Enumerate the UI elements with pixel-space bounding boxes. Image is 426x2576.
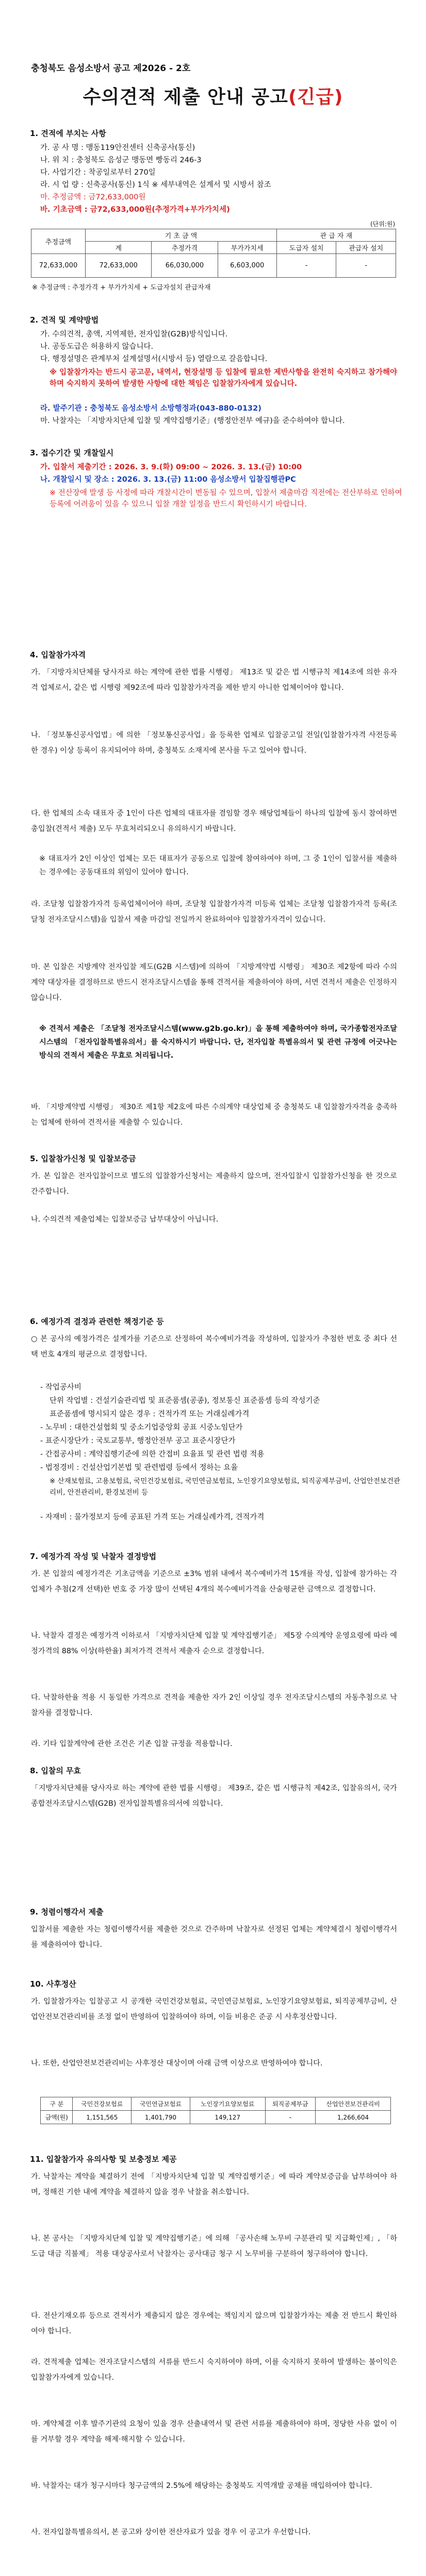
section-1-heading: 1. 견적에 부치는 사항: [30, 129, 106, 138]
s6-line: - 표준시장단가 : 국토교통부, 행정안전부 공고 표준시장단가: [40, 1437, 236, 1445]
section-4-heading: 4. 입찰참가자격: [30, 650, 86, 659]
s1-note: ※ 추정금액 : 추정가격 + 부가가치세 + 도급자설치 관급자재: [32, 284, 211, 292]
title-urgent: (긴급): [288, 87, 343, 108]
s4-paragraph: 다. 한 업체의 소속 대표자 중 1인이 다른 업체의 대표자를 겸임할 경우 해당업체들이 하나의 입찰에 동시 참여하면 총입찰(견적서 제출) 모두 무효처리되오니 유의하시기 바랍니다.: [31, 809, 397, 833]
s11-item: 사. 전자입찰특별유의서, 본 공고와 상이한 전산자료가 있을 경우 이 공고가 우선합니다.: [31, 2528, 311, 2536]
table-header: 도급자 설치: [276, 242, 336, 254]
table-header: 국민연금보험료: [132, 2097, 190, 2111]
section-8-heading: 8. 입찰의 무효: [30, 1766, 81, 1775]
s11-item: 라. 견적제출 업체는 전자조달시스템의 서류를 반드시 숙지하여야 하며, 이를 숙지하지 못하여 발생하는 불이익은 입찰참가자에게 있습니다.: [31, 2358, 397, 2382]
table-header: 계: [86, 242, 152, 254]
s1-item: 라. 시 업 량 : 신축공사(통신) 1식 ※ 세부내역은 설계서 및 시방서 참조: [40, 181, 271, 189]
s11-item: 나. 본 공사는 「지방자치단체 입찰 및 계약집행기준」에 의해 「공사손해 노무비 구분관리 및 지급확인제」, 「하도급 대금 직불제」 적용 대상공사로서 낙찰자는 공사대금 청구 시 노무비를 구분하여 청구하여야 합니다.: [31, 2234, 397, 2258]
s1-estimated-amount: 마. 추정금액 : 금72,633,000원: [40, 193, 146, 201]
s1-base-amount: 바. 기초금액 : 금72,633,000원(추정가격+부가가치세): [40, 206, 230, 214]
s1-item: 다. 사업기간 : 착공일로부터 270일: [40, 168, 156, 177]
s11-item: 가. 낙찰자는 계약을 체결하기 전에 「지방자치단체 입찰 및 계약집행기준」에 따라 계약보증금을 납부하여야 하며, 정해진 기한 내에 계약을 체결하지 않을 경우 낙찰을 취소합니다.: [31, 2173, 397, 2196]
s7-paragraph: 라. 기타 입찰계약에 관한 조건은 기존 입찰 규정을 적용합니다.: [31, 1740, 233, 1748]
table-header: 기 초 금 액: [86, 229, 277, 242]
s5-paragraph: 가. 본 입찰은 전자입찰이므로 별도의 입찰참가신청서는 제출하지 않으며, 전자입찰시 입찰참가신청을 한 것으로 간주합니다.: [31, 1172, 397, 1196]
s7-paragraph: 다. 낙찰하한율 적용 시 동일한 가격으로 견적을 제출한 자가 2인 이상일 경우 전자조달시스템의 자동추첨으로 낙찰자를 결정합니다.: [31, 1693, 397, 1717]
s10-paragraph: 가. 입찰참가자는 입찰공고 시 공개한 국민건강보험료, 국민연금보험료, 노인장기요양보험료, 퇴직공제부금비, 산업안전보건관리비를 조정 없이 반영하여 입찰하여야 하며, 이들 비용은 준공 시 사후정산합니다.: [31, 1997, 397, 2021]
s2-item: 마. 낙찰자는 「지방자치단체 입찰 및 계약집행기준」(행정안전부 예규)을 준수하여야 합니다.: [40, 417, 345, 425]
table-header: 산업안전보건관리비: [316, 2097, 391, 2111]
s6-line: - 간접공사비 : 계약집행기준에 의한 간접비 요율표 및 관련 법령 적용: [40, 1450, 265, 1459]
s6-paragraph: ○ 본 공사의 예정가격은 설계가를 기준으로 산정하여 복수예비가격을 작성하며, 입찰자가 추첨한 번호 중 최다 선택 번호 4개의 평균으로 결정합니다.: [31, 1335, 397, 1359]
post-settlement-table: [40, 2097, 391, 2124]
section-5-heading: 5. 입찰참가신청 및 입찰보증금: [30, 1154, 136, 1163]
table-header: 퇴직공제부금: [265, 2097, 316, 2111]
s2-ordering-agency: 라. 발주기관 : 충청북도 음성소방서 소방행정과(043-880-0132): [40, 404, 261, 413]
s1-item: 가. 공 사 명 : 맹동119안전센터 신축공사(통신): [40, 144, 195, 152]
table-cell: 1,401,790: [132, 2111, 190, 2124]
table-header: 추정가격: [152, 242, 218, 254]
s4-paragraph: 가. 「지방자치단체를 당사자로 하는 계약에 관한 법률 시행령」 제13조 및 같은 법 시행규칙 제14조에 의한 유자격 업체로서, 같은 법 시행령 제92조에 따라 입찰참가자격을 제한 받지 아니한 업체이어야 합니다.: [31, 668, 397, 692]
s7-paragraph: 가. 본 입찰의 예정가격은 기초금액을 기준으로 ±3% 범위 내에서 복수예비가격 15개를 작성, 입찰에 참가하는 각 업체가 추첨(2개 선택)한 번호 중 가장 많이 선택된 4개의 복수예비가격을 산술평균한 금액으로 결정합니다.: [31, 1570, 397, 1594]
s6-line: - 자재비 : 물가정보지 등에 공표된 가격 또는 거래실례가격, 견적가격: [40, 1513, 265, 1521]
title-main: 수의견적 제출 안내 공고: [83, 87, 288, 108]
table-cell: 72,633,000: [31, 254, 86, 278]
s7-paragraph: 나. 낙찰자 결정은 예정가격 이하로서 「지방자치단체 입찰 및 계약집행기준」 제5장 수의계약 운영요령에 따라 예정가격의 88% 이상(하한율) 최저가격 견적서 제출자 순으로 결정합니다.: [31, 1632, 397, 1655]
s4-paragraph: 마. 본 입찰은 지방계약 전자입찰 제도(G2B 시스템)에 의하여 「지방계약법 시행령」 제30조 제2항에 따라 수의계약 대상자를 결정하므로 반드시 전자조달시스템을 통해 견적서를 제출하여야 하며, 서면 견적서 제출은 인정하지 않습니다.: [31, 963, 397, 1002]
s11-item: 다. 전산기재오류 등으로 견적서가 제출되지 않은 경우에는 책임지지 않으며 입찰참가자는 제출 전 반드시 확인하여야 합니다.: [31, 2312, 397, 2335]
s6-line: 표준품셈에 명시되지 않은 경우 : 견적가격 또는 거래실례가격: [50, 1410, 250, 1418]
table-cell: 72,633,000: [86, 254, 152, 278]
section-11-heading: 11. 입찰참가자 유의사항 및 보충정보 제공: [30, 2155, 177, 2164]
s8-paragraph: 「지방자치단체를 당사자로 하는 계약에 관한 법률 시행령」 제39조, 같은 법 시행규칙 제42조, 입찰유의서, 국가종합전자조달시스템(G2B) 전자입찰특별유의서에 의합니다.: [31, 1784, 397, 1808]
table-header: 국민건강보험료: [73, 2097, 132, 2111]
table-cell: 66,030,000: [152, 254, 218, 278]
document-number: 충청북도 음성소방서 공고 제2026 - 2호: [31, 63, 191, 74]
s2-item: 다. 행정설명은 관계부처 설계설명서(시방서 등) 열람으로 갈음합니다.: [40, 355, 268, 363]
section-2-heading: 2. 견적 및 계약방법: [30, 315, 99, 325]
s3-warning: ※ 전산장애 발생 등 사정에 따라 개찰시간이 변동될 수 있으며, 입찰서 제출마감 직전에는 전산부하로 인하여 등록에 어려움이 있을 수 있으니 입찰 개찰 일정을 반드시 확인하시기 바랍니다.: [50, 489, 402, 509]
s2-item: 가. 수의견적, 총액, 지역제한, 전자입찰(G2B)방식입니다.: [40, 330, 228, 338]
s5-paragraph: 나. 수의견적 제출업체는 입찰보증금 납부대상이 아닙니다.: [31, 1215, 219, 1224]
table-header: 관 급 자 재: [276, 229, 396, 242]
table-cell: -: [276, 254, 336, 278]
table-cell: 149,127: [190, 2111, 265, 2124]
s6-line: - 작업공사비: [40, 1383, 81, 1392]
s1-item: 나. 위 치 : 충청북도 음성군 맹동면 빵동리 246-3: [40, 156, 202, 164]
table-cell: 1,151,565: [73, 2111, 132, 2124]
table-header: 구 분: [41, 2097, 73, 2111]
table-cell: 1,266,604: [316, 2111, 391, 2124]
s9-paragraph: 입찰서를 제출한 자는 청렴이행각서를 제출한 것으로 간주하며 낙찰자로 선정된 업체는 계약체결시 청렴이행각서를 제출하여야 합니다.: [31, 1925, 397, 1949]
amount-table: [31, 229, 396, 278]
s6-line: - 법정경비 : 건설산업기본법 및 관련법령 등에서 정하는 요율: [40, 1464, 238, 1472]
s6-line: ※ 산재보험료, 고용보험료, 국민건강보험료, 국민연금보험료, 노인장기요양보험료, 퇴직공제부금비, 산업안전보건관리비, 안전관리비, 환경보전비 등: [50, 1477, 401, 1497]
s4-note: ※ 대표자가 2인 이상인 업체는 모든 대표자가 공동으로 입찰에 참여하여야 하며, 그 중 1인이 입찰서를 제출하는 경우에는 공동대표의 위임이 있어야 합니다.: [39, 855, 397, 876]
s3-submission-period: 가. 입찰서 제출기간 : 2026. 3. 9.(화) 09:00 ~ 2026. 3. 13.(금) 10:00: [40, 463, 302, 471]
s2-item: 나. 공동도급은 허용하지 않습니다.: [40, 343, 154, 351]
table-cell: -: [265, 2111, 316, 2124]
table-header: 부가가치세: [218, 242, 276, 254]
s11-item: 바. 낙찰자는 대가 청구시마다 청구금액의 2.5%에 해당하는 충청북도 지역개발 공채를 매입하여야 합니다.: [31, 2482, 372, 2490]
s10-paragraph: 나. 또한, 산업안전보건관리비는 사후정산 대상이며 아래 금액 이상으로 반영하여야 합니다.: [31, 2059, 323, 2067]
section-9-heading: 9. 청렴이행각서 제출: [30, 1907, 104, 1917]
table-header: 노인장기요양보험료: [190, 2097, 265, 2111]
s4-note: ※ 견적서 제출은 「조달청 전자조달시스템(www.g2b.go.kr)」을 통해 제출하여야 하며, 국가종합전자조달시스템의 「전자입찰특별유의서」를 숙지하시기 바랍니다. 단, 전자입찰 특별유의서 및 관련 규정에 어긋나는 방식의 견적서 제출은 무효로 처리됩니다.: [39, 1025, 397, 1060]
s3-opening-time: 나. 개찰일시 및 장소 : 2026. 3. 13.(금) 11:00 음성소방서 입찰집행관PC: [40, 476, 296, 484]
table-cell: 6,603,000: [218, 254, 276, 278]
s2-warning: ※ 입찰참가자는 반드시 공고문, 내역서, 현장설명 등 입찰에 필요한 제반사항을 완전히 숙지하고 참가해야 하며 숙지하지 못하여 발생한 사항에 대한 책임은 입찰참가자에게 있습니다.: [50, 368, 397, 388]
section-3-heading: 3. 접수기간 및 개찰일시: [30, 448, 114, 457]
table-header: 관급자 설치: [336, 242, 396, 254]
table-cell: 금액(원): [41, 2111, 73, 2124]
unit-label: (단위:원): [370, 221, 396, 228]
s11-item: 마. 계약체결 이후 발주기관의 요청이 있을 경우 산출내역서 및 관련 서류를 제출하여야 하며, 정당한 사유 없이 이를 거부할 경우 계약을 해제·해지할 수 있습니다.: [31, 2420, 397, 2444]
section-7-heading: 7. 예정가격 작성 및 낙찰자 결정방법: [30, 1552, 157, 1561]
s4-paragraph: 바. 「지방계약법 시행령」 제30조 제1항 제2호에 따른 수의계약 대상업체 중 충청북도 내 입찰참가자격을 충족하는 업체에 한하여 견적서를 제출할 수 있습니다.: [31, 1103, 397, 1127]
page-title: [0, 82, 426, 109]
s4-paragraph: 나. 「정보통신공사업법」에 의한 「정보통신공사업」을 등록한 업체로 입찰공고일 전일(입찰참가자격 사전등록한 경우) 이상 등록이 유지되어야 하며, 충청북도 소재지에 본사를 두고 있어야 합니다.: [31, 731, 397, 755]
table-header: 추정금액: [31, 229, 86, 254]
section-10-heading: 10. 사후정산: [30, 1979, 76, 1989]
s6-line: - 노무비 : 대한건설협회 및 중소기업중앙회 공표 시중노임단가: [40, 1423, 243, 1432]
s6-line: 단위 작업별 : 건설기술관리법 및 표준품셈(공종), 정보통신 표준품셈 등의 작성기준: [50, 1397, 320, 1405]
s4-paragraph: 라. 조달청 입찰참가자격 등록업체이어야 하며, 조달청 입찰참가자격 미등록 업체는 조달청 입찰참가자격 등록(조달청 전자조달시스템)을 입찰서 제출 마감일 전일까지 완료하여야 입찰참가자격이 있습니다.: [31, 900, 397, 924]
section-6-heading: 6. 예정가격 결정과 관련한 책정기준 등: [30, 1317, 164, 1326]
table-cell: -: [336, 254, 396, 278]
